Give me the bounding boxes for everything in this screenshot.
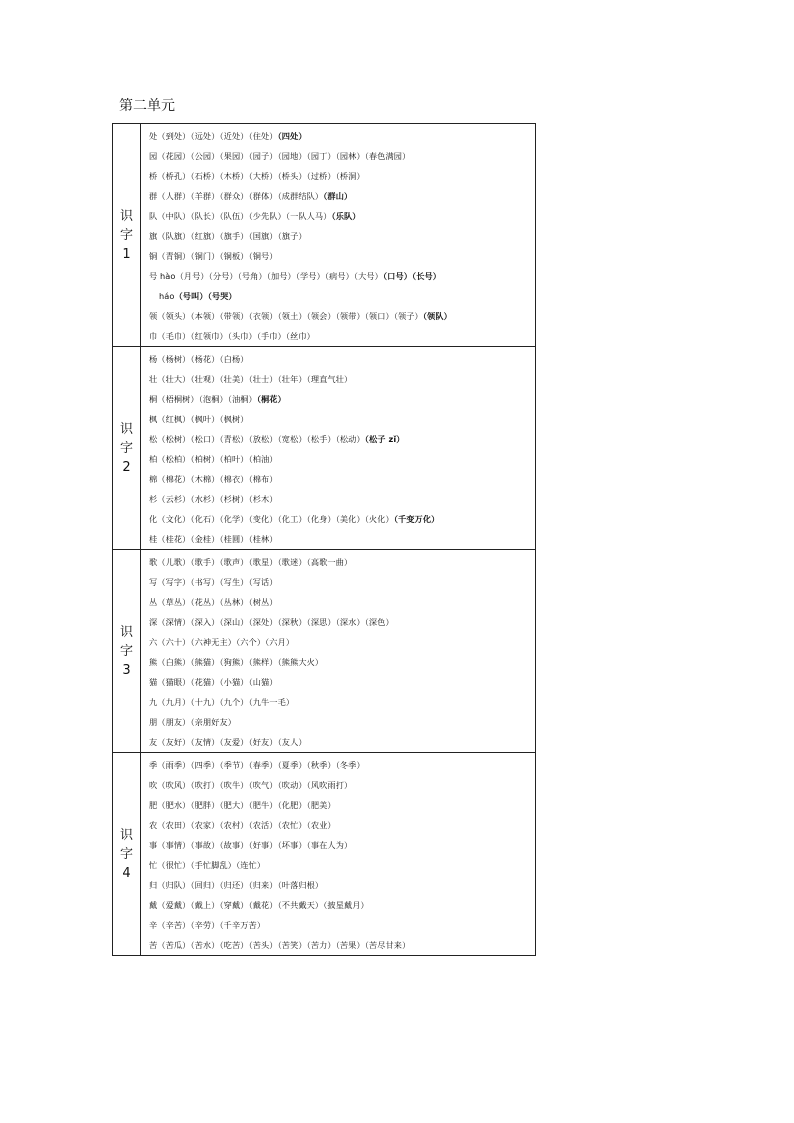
unit-label-char: 识 xyxy=(119,421,133,437)
word-entry-text: 桐（梧桐树）（泡桐）（油桐） xyxy=(149,394,257,404)
word-entry-text: 歌（儿歌）（歌手）（歌声）（歌星）（歌迷）（高歌一曲） xyxy=(149,557,353,567)
word-entry-text: 六（六十）（六神无主）（六个）（六月） xyxy=(149,637,295,647)
word-entry-text: 苦（苦瓜）（苦水）（吃苦）（苦头）（苦笑）（苦力）（苦果）（苦尽甘来） xyxy=(149,940,411,950)
word-entry-text: 季（雨季）（四季）（季节）（春季）（夏季）（秋季）（冬季） xyxy=(149,760,365,770)
word-entry xyxy=(149,286,535,306)
word-entry-text: 桥（桥孔）（石桥）（木桥）（大桥）（桥头）（过桥）（桥洞） xyxy=(149,171,365,181)
word-entry-text: 事（事情）（事故）（故事）（好事）（坏事）（事在人为） xyxy=(149,840,353,850)
word-entry-text: 深（深情）（深入）（深山）（深处）（深秋）（深思）（深水）（深色） xyxy=(149,617,394,627)
unit-entries-cell xyxy=(141,550,536,753)
word-entry xyxy=(149,552,535,572)
unit-label xyxy=(120,420,133,477)
word-entry xyxy=(149,266,535,286)
word-entry-text: 朋（朋友）（亲朋好友） xyxy=(149,717,237,727)
word-entry-text: 友（友好）（友情）（友爱）（好友）（友人） xyxy=(149,737,307,747)
unit-label-char: 4 xyxy=(122,865,131,881)
unit-row xyxy=(113,753,536,956)
word-entry-bold-text: （松子 zǐ） xyxy=(364,434,405,444)
word-entry-text: 壮（壮大）（壮观）（壮美）（壮士）（壮年）（理直气壮） xyxy=(149,374,353,384)
word-entry xyxy=(149,815,535,835)
unit-entries-cell xyxy=(141,124,536,347)
word-entry xyxy=(149,835,535,855)
word-entry-text: 肥（肥水）（肥胖）（肥大）（肥牛）（化肥）（肥美） xyxy=(149,800,336,810)
word-entry-text: 园（花园）（公园）（果园）（园子）（园地）（园丁）（园林）（春色满园） xyxy=(149,151,411,161)
unit-label-char: 字 xyxy=(119,440,133,456)
word-entry xyxy=(149,692,535,712)
word-entry-bold-text: （领队） xyxy=(422,311,452,321)
unit-label xyxy=(120,623,133,680)
word-entry xyxy=(149,186,535,206)
unit-label-cell xyxy=(113,124,141,347)
unit-row xyxy=(113,124,536,347)
unit-label-char: 识 xyxy=(119,624,133,640)
word-entry-bold-text: （群山） xyxy=(323,191,353,201)
word-entry-text: 忙（很忙）（手忙脚乱）（连忙） xyxy=(149,860,266,870)
word-entry-text: 号 hào（月号）（分号）（号角）（加号）（学号）（病号）（大号） xyxy=(149,271,383,281)
word-entry-text: 铜（青铜）（铜门）（铜板）（铜号） xyxy=(149,251,278,261)
word-entry xyxy=(149,509,535,529)
word-entry xyxy=(149,572,535,592)
word-entry xyxy=(149,469,535,489)
word-entry xyxy=(149,632,535,652)
unit-label-char: 字 xyxy=(119,846,133,862)
word-entry-text: 巾（毛巾）（红领巾）（头巾）（手巾）（丝巾） xyxy=(149,331,315,341)
unit-label-char: 3 xyxy=(122,662,131,678)
word-entry-text: 化（文化）（化石）（化学）（变化）（化工）（化身）（美化）（火化） xyxy=(149,514,394,524)
vocab-table xyxy=(112,123,536,956)
word-entry-text: 杉（云杉）（水杉）（杉树）（杉木） xyxy=(149,494,278,504)
unit-label-char: 1 xyxy=(122,246,131,262)
word-entry xyxy=(149,775,535,795)
word-entry-text: 写（写字）（书写）（写生）（写话） xyxy=(149,577,278,587)
unit-label-cell xyxy=(113,753,141,956)
word-entry xyxy=(149,795,535,815)
word-entry-text: 丛（草丛）（花丛）（丛林）（树丛） xyxy=(149,597,278,607)
word-entry-bold-text: （千变万化） xyxy=(393,514,440,524)
word-entry-text: 群（人群）（羊群）（群众）（群体）（成群结队） xyxy=(149,191,324,201)
unit-label-char: 字 xyxy=(119,643,133,659)
word-entry xyxy=(149,935,535,955)
word-entry-text: 柏（松柏）（柏树）（柏叶）（柏油） xyxy=(149,454,278,464)
word-entry-bold-text: （号叫）（号哭） xyxy=(174,291,237,301)
word-entry-bold-text: （口号）（长号） xyxy=(382,271,442,281)
word-entry-text: 归（归队）（回归）（归还）（归来）（叶落归根） xyxy=(149,880,324,890)
word-entry-text: 辛（辛苦）（辛劳）（千辛万苦） xyxy=(149,920,266,930)
word-entry xyxy=(149,489,535,509)
unit-entries-cell xyxy=(141,347,536,550)
word-entry xyxy=(149,326,535,346)
word-entry xyxy=(149,449,535,469)
word-entry xyxy=(149,652,535,672)
unit-label-char: 识 xyxy=(119,827,133,843)
unit-row xyxy=(113,550,536,753)
word-entry-text: 枫（红枫）（枫叶）（枫树） xyxy=(149,414,249,424)
word-entry-text: 旗（队旗）（红旗）（旗手）（国旗）（旗子） xyxy=(149,231,307,241)
word-entry-text: 九（九月）（十九）（九个）（九牛一毛） xyxy=(149,697,295,707)
word-entry-text: 处（到处）（远处）（近处）（住处） xyxy=(149,131,278,141)
word-entry xyxy=(149,875,535,895)
word-entry-text: háo xyxy=(159,291,175,301)
word-entry xyxy=(149,306,535,326)
word-entry-text: 领（领头）（本领）（带领）（衣领）（领土）（领会）（领带）（领口）（领子） xyxy=(149,311,423,321)
unit-label xyxy=(120,826,133,883)
word-entry xyxy=(149,895,535,915)
word-entry xyxy=(149,612,535,632)
word-entry xyxy=(149,369,535,389)
unit-label-cell xyxy=(113,347,141,550)
word-entry xyxy=(149,592,535,612)
word-entry xyxy=(149,349,535,369)
unit-label-char: 识 xyxy=(119,208,133,224)
unit-entries-cell xyxy=(141,753,536,956)
word-entry xyxy=(149,712,535,732)
word-entry xyxy=(149,755,535,775)
word-entry-text: 猫（猫眼）（花猫）（小猫）（山猫） xyxy=(149,677,278,687)
word-entry-text: 桂（桂花）（金桂）（桂圆）（桂林） xyxy=(149,534,278,544)
word-entry-text: 戴（爱戴）（戴上）（穿戴）（戴花）（不共戴天）（披星戴月） xyxy=(149,900,369,910)
unit-label-char: 字 xyxy=(119,227,133,243)
word-entry xyxy=(149,409,535,429)
unit-label-cell xyxy=(113,550,141,753)
word-entry xyxy=(149,855,535,875)
word-entry-bold-text: （四处） xyxy=(277,131,307,141)
unit-label-char: 2 xyxy=(122,459,131,475)
word-entry xyxy=(149,529,535,549)
word-entry xyxy=(149,226,535,246)
word-entry-bold-text: （桐花） xyxy=(256,394,286,404)
word-entry xyxy=(149,429,535,449)
word-entry-text: 杨（杨树）（杨花）（白杨） xyxy=(149,354,249,364)
word-entry xyxy=(149,126,535,146)
word-entry xyxy=(149,206,535,226)
word-entry-text: 熊（白熊）（熊猫）（狗熊）（熊样）（熊熊大火） xyxy=(149,657,324,667)
unit-row xyxy=(113,347,536,550)
word-entry-text: 队（中队）（队长）（队伍）（少先队）（一队人马） xyxy=(149,211,332,221)
word-entry-text: 松（松树）（松口）（青松）（放松）（宽松）（松手）（松动） xyxy=(149,434,365,444)
word-entry xyxy=(149,166,535,186)
word-entry xyxy=(149,246,535,266)
page-title: 第二单元 xyxy=(119,98,175,114)
unit-label xyxy=(120,207,133,264)
word-entry-text: 棉（棉花）（木棉）（棉衣）（棉布） xyxy=(149,474,278,484)
word-entry xyxy=(149,732,535,752)
word-entry-bold-text: （乐队） xyxy=(331,211,361,221)
word-entry xyxy=(149,672,535,692)
word-entry xyxy=(149,389,535,409)
word-entry xyxy=(149,915,535,935)
word-entry-text: 吹（吹风）（吹打）（吹牛）（吹气）（吹动）（风吹雨打） xyxy=(149,780,353,790)
word-entry xyxy=(149,146,535,166)
word-entry-text: 农（农田）（农家）（农村）（农活）（农忙）（农业） xyxy=(149,820,336,830)
